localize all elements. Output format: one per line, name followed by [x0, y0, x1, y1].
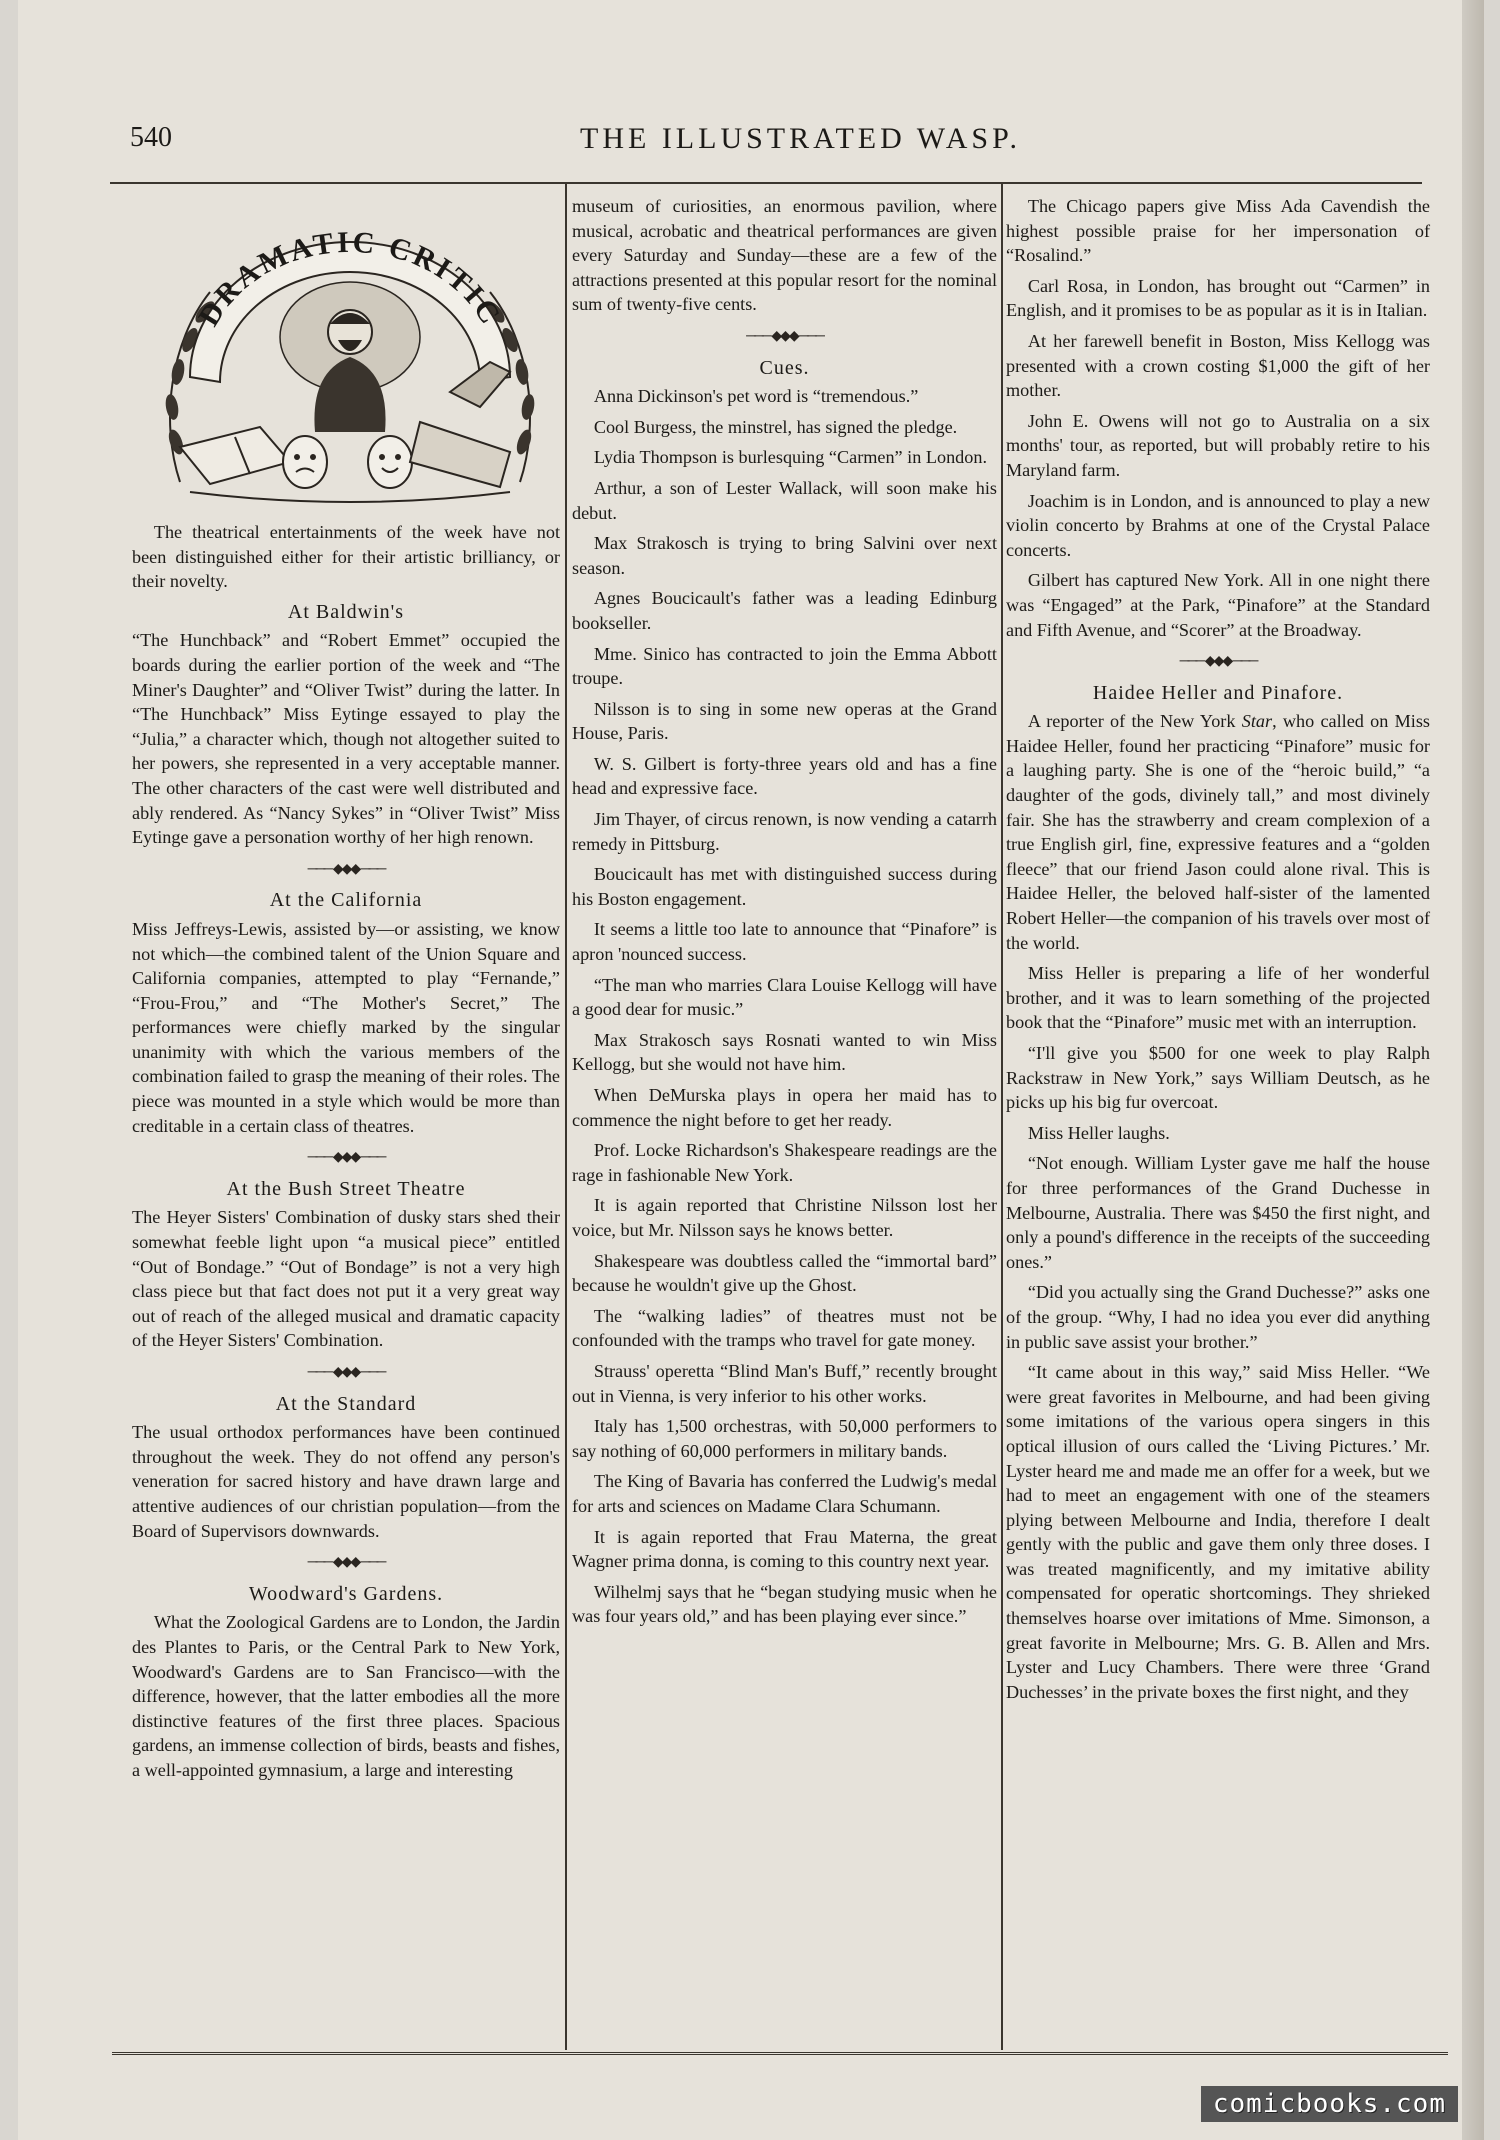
cue-item: The Chicago papers give Miss Ada Cavendish the highest possible praise for her impersonation of “Rosalind.” [1006, 196, 1430, 266]
paragraph-continued: museum of curiosities, an enormous pavilion, where musical, acrobatic and theatrical performances are given every Saturday and Sunday—these are a few of the attractions presented at this popular resort for the nominal sum of twenty-five cents. [572, 196, 997, 315]
heading-bush-street: At the Bush Street Theatre [226, 1177, 466, 1200]
cue-item: Shakespeare was doubtless called the “immortal bard” because he wouldn't give up the Ghost. [572, 1250, 997, 1296]
paragraph-california: Miss Jeffreys-Lewis, assisted by—or assisting, we know not which—the combined talent of the Union Square and California companies, attempted to play “Fernande,” “Frou-Frou,” and “The Mother's Secret,” The performances were chiefly marked by the singular unanimity with which the various members of the combination failed to grasp the meaning of their roles. The piece was mounted in a style which would be more than creditable in a certain class of theatres. [132, 918, 560, 1136]
column-3 [1006, 194, 1430, 1710]
cue-item: W. S. Gilbert is forty-three years old and has a fine head and expressive face. [572, 753, 997, 799]
cue-item: John E. Owens will not go to Australia on a six months' tour, as reported, but will probably retire to his Maryland farm. [1006, 410, 1430, 480]
illustration-banner-text: DRAMATIC CRITIC [192, 225, 508, 332]
cue-item: Carl Rosa, in London, has brought out “Carmen” in English, and it promises to be as popular as it is in Italian. [1006, 275, 1430, 321]
heading-woodwards: Woodward's Gardens. [248, 1582, 444, 1605]
section-ornament: ─── ◆◆◆ ─── [307, 1150, 385, 1166]
section-ornament: ─── ◆◆◆ ─── [307, 1365, 385, 1380]
section-ornament: ─── ◆◆◆ ─── [746, 328, 823, 344]
article-paragraph: Miss Heller is preparing a life of her wonderful brother, and it was to learn something of the projected book that the “Pinafore” music met with an interruption. [1006, 963, 1430, 1033]
cue-item: Max Strakosch is trying to bring Salvini over next season. [572, 533, 997, 578]
cue-item: Prof. Locke Richardson's Shakespeare readings are the rage in fashionable New York. [572, 1140, 997, 1185]
cue-item: Wilhelmj says that he “began studying music when he was four years old,” and has been playing ever since.” [572, 1581, 997, 1627]
column-2 [572, 194, 997, 1635]
dramatic-critic-illustration [150, 222, 550, 510]
newspaper-name: Star [1241, 711, 1273, 732]
text-run: A reporter of the New York [1027, 711, 1242, 732]
intro-paragraph: The theatrical entertainments of the week have not been distinguished either for their artistic brilliancy, or their novelty. [132, 522, 560, 592]
footer-rule [112, 2052, 1448, 2055]
heading-cues: Cues. [759, 356, 810, 379]
cue-item: It seems a little too late to announce that “Pinafore” is apron 'nounced success. [572, 919, 997, 965]
cue-item: Italy has 1,500 orchestras, with 50,000 performers to say nothing of 60,000 performers in military bands. [572, 1416, 997, 1461]
page-number: 540 [130, 122, 172, 153]
cue-item: Nilsson is to sing in some new operas at the Grand House, Paris. [572, 698, 997, 744]
heading-baldwins: At Baldwin's [287, 600, 405, 623]
column-1 [132, 520, 560, 1789]
section-ornament: ─── ◆◆◆ ─── [307, 1555, 385, 1571]
page-header [110, 120, 1410, 160]
article-paragraph: “Did you actually sing the Grand Duchesse?” asks one of the group. “Why, I had no idea you ever did anything in public save assist your brother.” [1006, 1282, 1430, 1352]
header-rule [110, 182, 1422, 184]
heading-standard: At the Standard [275, 1392, 417, 1415]
paragraph-bush-street: The Heyer Sisters' Combination of dusky stars shed their somewhat feeble light upon “a musical piece” entitled “Out of Bondage.” “Out of Bondage” is not a very high class piece but that fact does not put it a very great way out of reach of the alleged musical and dramatic capacity of the Heyer Sisters' Combination. [132, 1207, 560, 1351]
cue-item: Gilbert has captured New York. All in one night there was “Engaged” at the Park, “Pinafore” at the Standard and Fifth Avenue, and “Scorer” at the Broadway. [1006, 570, 1430, 640]
cue-item: When DeMurska plays in opera her maid has to commence the night before to get her ready. [572, 1085, 997, 1130]
cue-item: Boucicault has met with distinguished success during his Boston engagement. [572, 864, 997, 909]
cue-item: It is again reported that Christine Nilsson lost her voice, but Mr. Nilsson says he knows better. [572, 1195, 997, 1240]
text-run: , who called on Miss Haidee Heller, found her practicing “Pinafore” music for a laughing party. She is one of the “heroic build,” “a daughter of the gods, divinely tall,” and most divinely fair. She has the strawberry and cream complexion of a true English girl, fine, expressive features and a “golden fleece” that our friend Jason could alone rival. This is Haidee Heller, the beloved half-sister of the lamented Robert Heller—the companion of his travels over most of the world. [1006, 711, 1430, 953]
cue-item: Max Strakosch says Rosnati wanted to win Miss Kellogg, but she would not have him. [572, 1029, 997, 1075]
column-rule-2 [1001, 184, 1003, 2050]
cue-item: Joachim is in London, and is announced to play a new violin concerto by Brahms at one of the Crystal Palace concerts. [1006, 490, 1430, 560]
section-ornament: ─── ◆◆◆ ─── [307, 861, 385, 877]
article-paragraph: “I'll give you $500 for one week to play Ralph Rackstraw in New York,” says William Deutsch, as he picks up his big fur overcoat. [1006, 1043, 1430, 1113]
paragraph-standard: The usual orthodox performances have been continued throughout the week. They do not offend any person's veneration for sacred history and have drawn large and attentive audiences of our christian population—from the Board of Supervisors downwards. [132, 1422, 560, 1541]
column-rule-1 [565, 184, 567, 2050]
cue-item: Mme. Sinico has contracted to join the Emma Abbott troupe. [572, 643, 997, 689]
page-edge [1462, 0, 1484, 2140]
article-paragraph [1006, 709, 1430, 955]
cue-item: The King of Bavaria has conferred the Ludwig's medal for arts and sciences on Madame Clara Schumann. [572, 1471, 997, 1516]
cue-item: Agnes Boucicault's father was a leading Edinburg bookseller. [572, 588, 997, 633]
site-watermark: comicbooks.com [1201, 2086, 1458, 2122]
cue-item: Cool Burgess, the minstrel, has signed the pledge. [593, 416, 958, 437]
article-paragraph: Miss Heller laughs. [1027, 1122, 1170, 1143]
cue-item: Anna Dickinson's pet word is “tremendous.” [593, 386, 919, 407]
heading-california: At the California [269, 889, 423, 912]
article-paragraph: “Not enough. William Lyster gave me half the house for three performances of the Grand Duchesse in Melbourne, Australia. There was $450 the first night, and only a pound's difference in the receipts of the succeeding ones.” [1006, 1153, 1430, 1272]
running-head: THE ILLUSTRATED WASP. [580, 122, 1021, 155]
cue-item: At her farewell benefit in Boston, Miss Kellogg was presented with a crown costing $1,000 the gift of her mother. [1006, 330, 1430, 401]
section-ornament: ─── ◆◆◆ ─── [1179, 654, 1257, 670]
cue-item: “The man who marries Clara Louise Kellogg will have a good dear for music.” [572, 974, 997, 1020]
article-paragraph: “It came about in this way,” said Miss Heller. “We were great favorites in Melbourne, and had been giving some imitations of the various opera singers in this optical illusion of ours called the ‘Living Pictures.’ Mr. Lyster heard me and made me an offer for a week, but we had to meet an engagement with one of the steamers plying between Melbourne and India, therefore I dealt gently with the public and gave them only three doses. I was treated magnificently, and my imitative ability compensated for operatic shortcomings. They shrieked themselves hoarse over imitations of Mme. Simonson, a great favorite in Melbourne; Mrs. G. B. Allen and Mrs. Lyster and Lucy Chambers. There were three ‘Grand Duchesses’ in the private boxes the first night, and they [1006, 1362, 1430, 1702]
cue-item: Lydia Thompson is burlesquing “Carmen” in London. [593, 447, 987, 468]
cue-item: It is again reported that Frau Materna, the great Wagner prima donna, is coming to this country next year. [572, 1526, 997, 1572]
paragraph-woodwards: What the Zoological Gardens are to London, the Jardin des Plantes to Paris, or the Central Park to New York, Woodward's Gardens are to San Francisco—with the difference, however, that the latter embodies all the more distinctive features of the first three places. Spacious gardens, an immense collection of birds, beasts and fishes, a well-appointed gymnasium, a large and interesting [132, 1612, 560, 1780]
paragraph-baldwins: “The Hunchback” and “Robert Emmet” occupied the boards during the earlier portion of the week and “The Miner's Daughter” and “Oliver Twist” during the latter. In “The Hunchback” Miss Eytinge essayed to play the “Julia,” a character which, though not altogether suited to her powers, she represented in a very acceptable manner. The other characters of the cast were well distributed and ably rendered. As “Nancy Sykes” in “Oliver Twist” Miss Eytinge gave a personation worthy of her high renown. [132, 630, 560, 848]
cue-item: The “walking ladies” of theatres must not be confounded with the tramps who travel for gate money. [572, 1305, 997, 1351]
cue-item: Jim Thayer, of circus renown, is now vending a catarrh remedy in Pittsburg. [572, 809, 997, 854]
cue-item: Arthur, a son of Lester Wallack, will soon make his debut. [572, 477, 997, 523]
heading-haidee-heller: Haidee Heller and Pinafore. [1092, 681, 1344, 704]
cue-item: Strauss' operetta “Blind Man's Buff,” recently brought out in Vienna, is very inferior to his other works. [572, 1360, 997, 1406]
